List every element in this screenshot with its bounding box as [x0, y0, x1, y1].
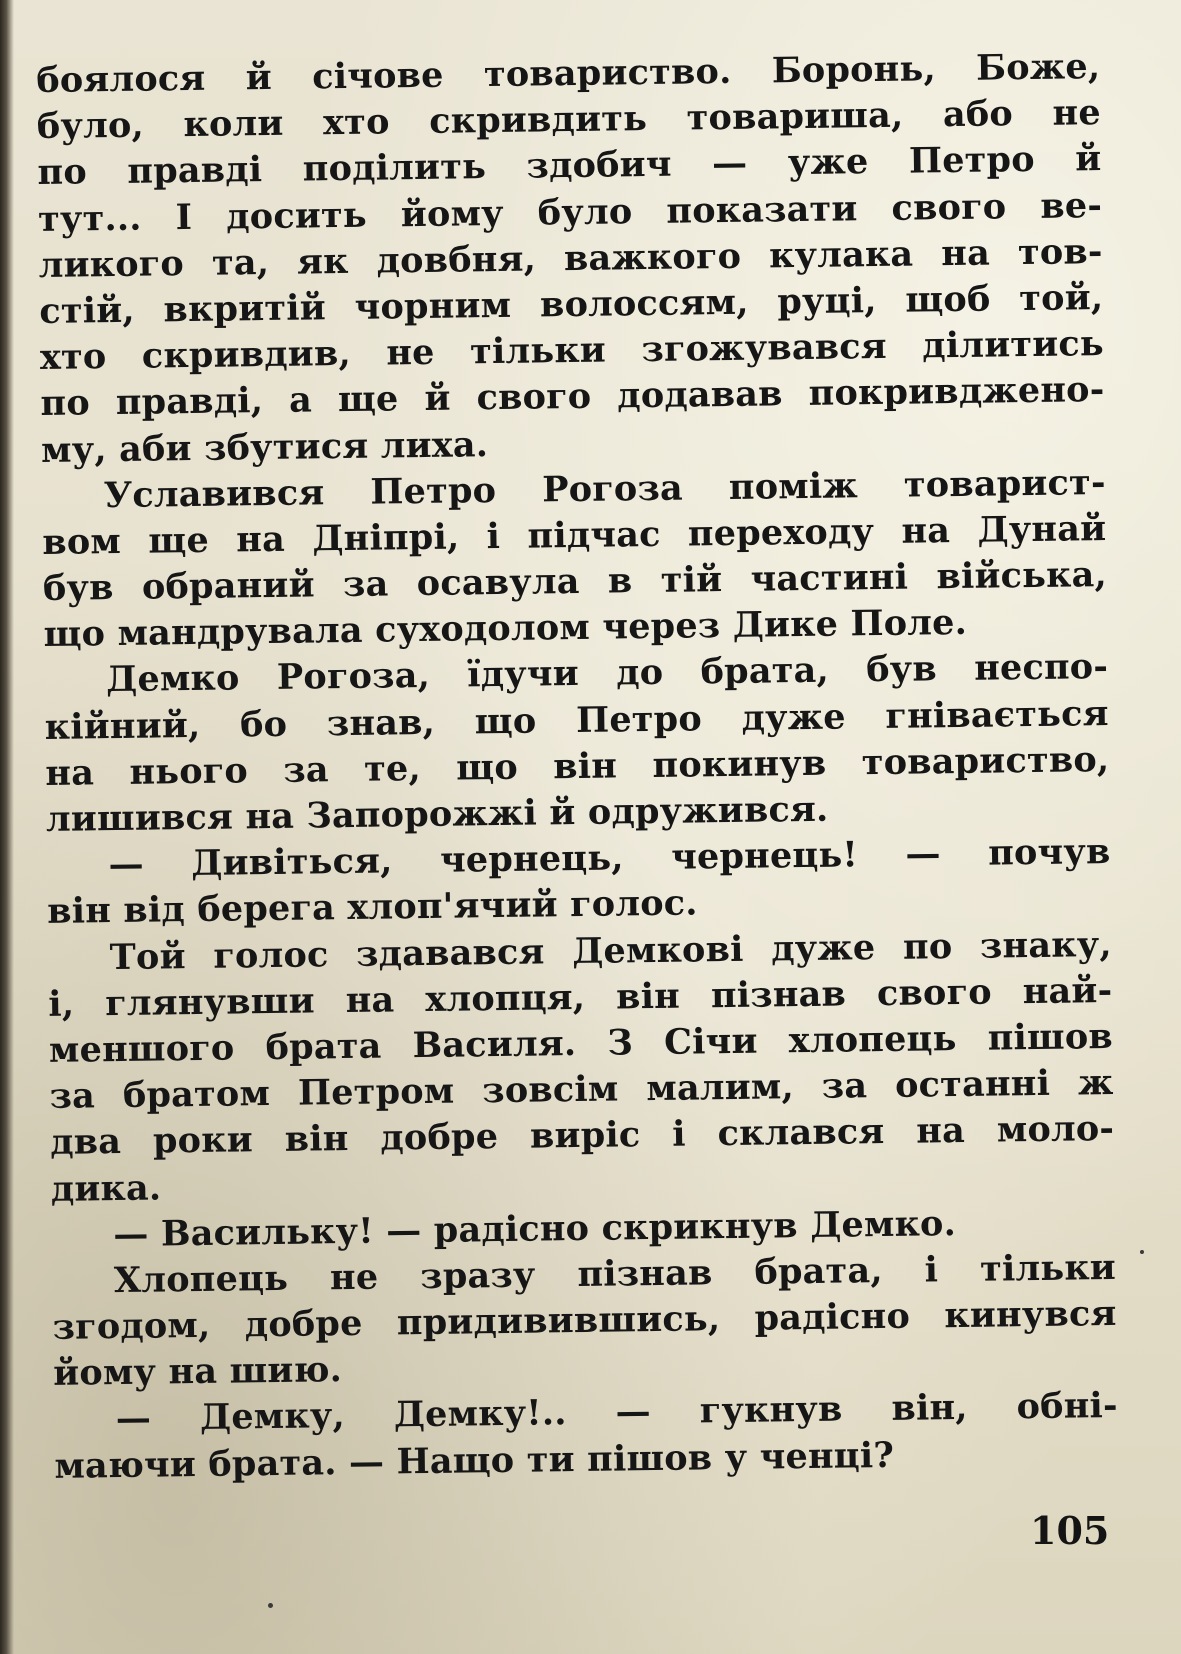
text-line: стій, вкритій чорним волоссям, руці, щоб той, [39, 276, 1104, 332]
text-line: на нього за те, що він покинув товариство, [45, 738, 1110, 794]
text-line: йому на шию. [52, 1349, 343, 1395]
text-line: лишився на Запорожжі й одружився. [45, 788, 829, 840]
text-line: за братом Петром зовсім малим, за останні ж [49, 1062, 1114, 1118]
text-line: було, коли хто скривдить товариша, або не [36, 92, 1102, 148]
text-line: Хлопець не зразу пізнав брата, і тільки [113, 1246, 1117, 1301]
text-line: згодом, добре придивившись, радісно кинувся [52, 1293, 1117, 1348]
book-spine-shadow [0, 0, 14, 1654]
paper-speck [268, 1603, 273, 1608]
text-line: Уславився Петро Рогоза поміж товарист- [103, 461, 1106, 516]
text-line: — Васильку! — радісно скрикнув Демко. [113, 1202, 957, 1255]
text-line: два роки він добре виріс і склався на моло- [49, 1108, 1115, 1164]
text-line: що мандрувала суходолом через Дике Поле. [43, 602, 968, 656]
body-text [36, 44, 1119, 1490]
text-line: ликого та, як довбня, важкого кулака на тов- [38, 230, 1103, 286]
text-line: і, глянувши на хлопця, він пізнав свого най- [48, 969, 1113, 1025]
text-line: тут... І досить йому було показати свого ве- [37, 184, 1103, 240]
text-line: меншого брата Василя. З Січи хлопець пішов [48, 1015, 1114, 1071]
text-line: Той голос здавався Демкові дуже по знаку, [109, 923, 1112, 978]
text-line: — Дивіться, чернець, чернець! — почув [108, 831, 1111, 886]
text-line: кійний, бо знав, що Петро дуже гнівається [44, 692, 1109, 748]
text-line: вом ще на Дніпрі, і підчас переходу на Дунай [42, 507, 1107, 563]
text-line: Демко Рогоза, їдучи до брата, був неспо- [105, 646, 1109, 701]
text-line: хто скривдив, не тільки згожувався ділитись [39, 323, 1105, 379]
text-line: був обраний за осавула в тій частині війська, [42, 554, 1108, 610]
text-line: — Демку, Демку!.. — гукнув він, обні- [115, 1385, 1119, 1440]
text-line: боялося й січове товариство. Боронь, Боже, [36, 46, 1101, 101]
page-number: 105 [1030, 1508, 1110, 1553]
text-line: по правді поділить здобич — уже Петро й [37, 138, 1102, 194]
text-line: му, аби збутися лиха. [40, 423, 489, 471]
text-line: він від берега хлоп'ячий голос. [46, 882, 698, 933]
text-line: дика. [50, 1166, 162, 1210]
paper-speck [1140, 1250, 1144, 1254]
text-line: маючи брата. — Нащо ти пішов у ченці? [54, 1434, 895, 1487]
text-line: по правді, а ще й свого додавав покривджено- [40, 369, 1105, 425]
